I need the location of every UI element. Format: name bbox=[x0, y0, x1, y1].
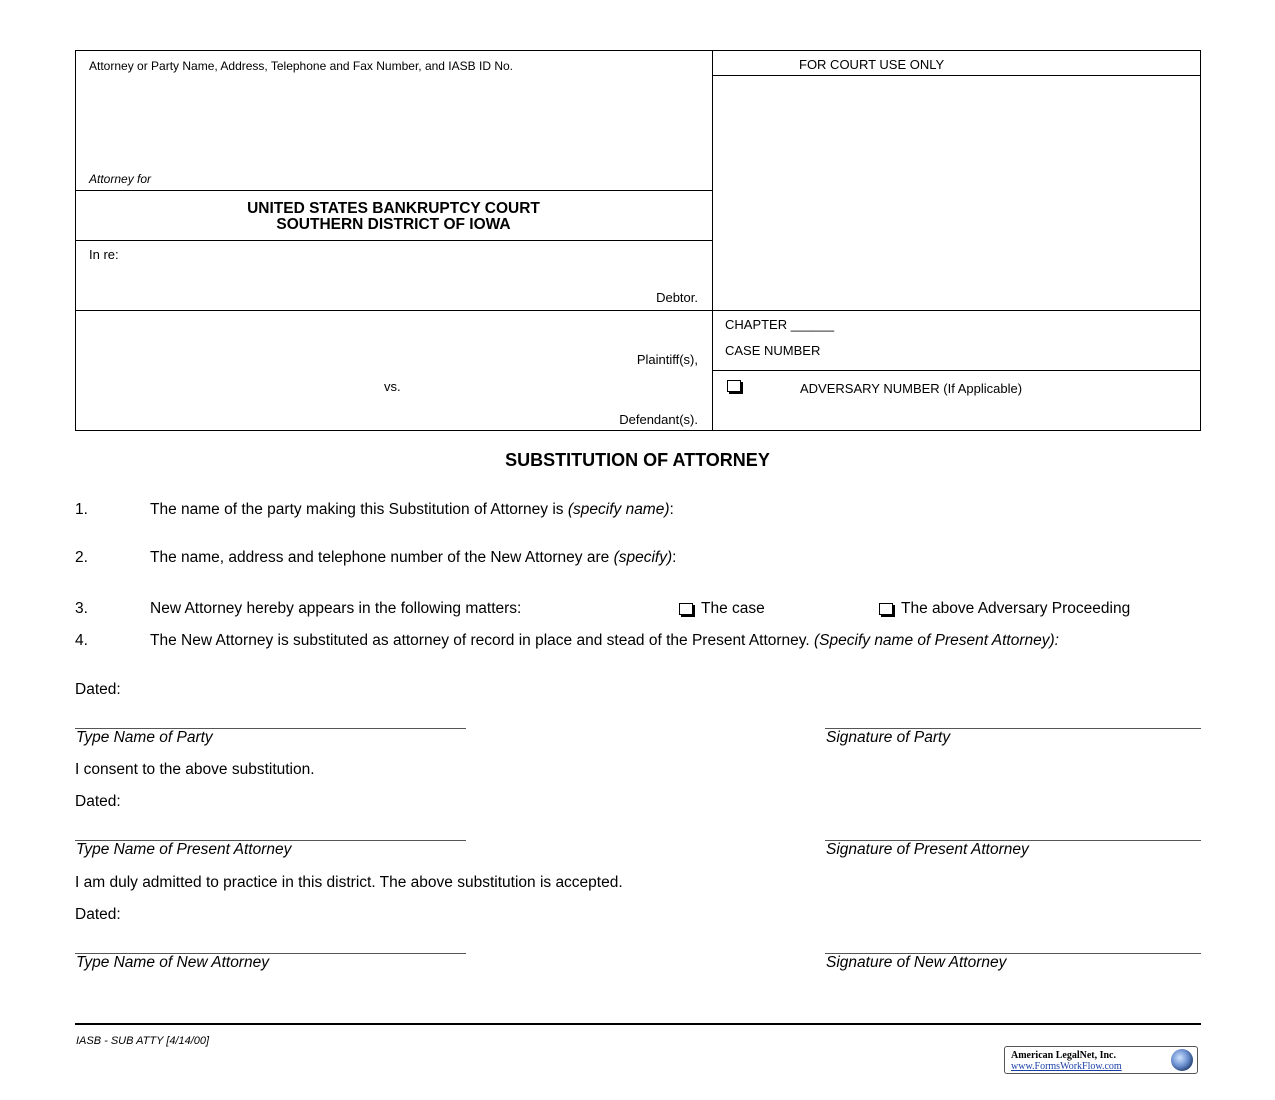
case-number-label: CASE NUMBER bbox=[725, 343, 821, 358]
item-4-text bbox=[150, 632, 1205, 649]
court-use-label: FOR COURT USE ONLY bbox=[799, 57, 945, 72]
chapter-label: CHAPTER ______ bbox=[725, 317, 835, 332]
present-attorney-signature-label: Signature of Present Attorney bbox=[826, 841, 1029, 858]
party-name-label: Type Name of Party bbox=[76, 729, 213, 746]
item-1-italic: (specify name) bbox=[567, 501, 670, 518]
debtor-bottom-rule bbox=[75, 310, 1201, 311]
court-name-line1: UNITED STATES BANKRUPTCY COURT bbox=[247, 200, 540, 217]
item-3-option-case[interactable] bbox=[679, 600, 765, 618]
form-code: IASB - SUB ATTY [4/14/00] bbox=[76, 1035, 210, 1047]
adversary-number-label: ADVERSARY NUMBER (If Applicable) bbox=[800, 381, 1023, 396]
court-name bbox=[75, 201, 712, 233]
item-2-main-text: The name, address and telephone number of the New Attorney are bbox=[150, 549, 614, 566]
logo-url[interactable]: www.FormsWorkFlow.com bbox=[1011, 1061, 1122, 1072]
adversary-option-label: The above Adversary Proceeding bbox=[901, 600, 1131, 617]
dated-label-new: Dated: bbox=[75, 906, 121, 923]
vs-label: vs. bbox=[384, 379, 401, 394]
caption-divider bbox=[712, 50, 713, 431]
item-2-italic: (specify) bbox=[613, 549, 673, 566]
court-name-top-rule bbox=[75, 190, 712, 191]
attorney-info-label: Attorney or Party Name, Address, Telephone and Fax Number, and IASB ID No. bbox=[89, 59, 513, 73]
party-signature-label: Signature of Party bbox=[826, 729, 951, 746]
adversary-proceeding-checkbox[interactable] bbox=[879, 603, 893, 615]
new-attorney-name-label: Type Name of New Attorney bbox=[76, 954, 269, 971]
item-1-text bbox=[150, 501, 674, 519]
consent-text: I consent to the above substitution. bbox=[75, 761, 315, 778]
defendant-label: Defendant(s). bbox=[619, 412, 698, 427]
court-name-line2: SOUTHERN DISTRICT OF IOWA bbox=[276, 216, 511, 233]
in-re-label: In re: bbox=[89, 247, 119, 262]
debtor-label: Debtor. bbox=[656, 290, 698, 305]
adversary-checkbox[interactable] bbox=[727, 380, 741, 392]
item-3-text: New Attorney hereby appears in the following matters: bbox=[150, 600, 522, 617]
case-option-label: The case bbox=[701, 600, 765, 617]
item-1-main-text: The name of the party making this Substitution of Attorney is bbox=[150, 501, 568, 518]
logo-company-name: American LegalNet, Inc. bbox=[1011, 1050, 1116, 1061]
form-title: SUBSTITUTION OF ATTORNEY bbox=[505, 450, 770, 470]
item-1-suffix: : bbox=[669, 501, 674, 518]
present-attorney-name-label: Type Name of Present Attorney bbox=[76, 841, 292, 858]
item-4-number: 4. bbox=[75, 632, 88, 649]
new-attorney-signature-label: Signature of New Attorney bbox=[826, 954, 1007, 971]
court-name-bottom-rule bbox=[75, 240, 712, 241]
dated-label-present: Dated: bbox=[75, 793, 121, 810]
attorney-for-label: Attorney for bbox=[89, 172, 152, 186]
item-3-number: 3. bbox=[75, 600, 88, 617]
dated-label-party: Dated: bbox=[75, 681, 121, 698]
case-checkbox[interactable] bbox=[679, 603, 693, 615]
item-2-suffix: : bbox=[672, 549, 677, 566]
item-2-text bbox=[150, 549, 676, 567]
item-4-main-text: The New Attorney is substituted as attorney of record in place and stead of the Present Attorney. bbox=[150, 632, 815, 649]
plaintiff-label: Plaintiff(s), bbox=[636, 352, 698, 367]
globe-icon bbox=[1171, 1049, 1193, 1071]
item-2-number: 2. bbox=[75, 549, 88, 566]
item-1-number: 1. bbox=[75, 501, 88, 518]
item-3-option-adversary[interactable] bbox=[879, 600, 1130, 618]
footer-rule bbox=[75, 1023, 1201, 1025]
american-legalnet-logo[interactable] bbox=[1004, 1046, 1198, 1074]
court-use-underline bbox=[712, 75, 1201, 76]
case-number-bottom-rule bbox=[712, 370, 1201, 371]
item-4-italic: (Specify name of Present Attorney): bbox=[814, 632, 1059, 649]
accepted-text: I am duly admitted to practice in this district. The above substitution is accepted. bbox=[75, 874, 623, 891]
